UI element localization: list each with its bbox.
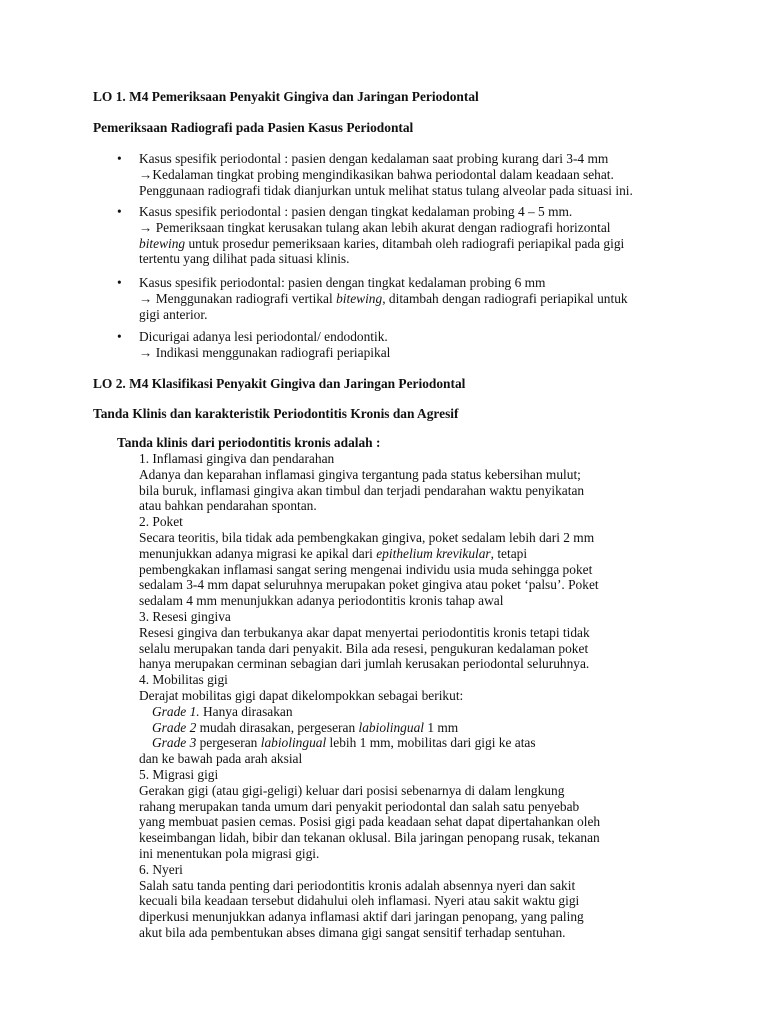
text-line: sedalam 4 mm menunjukkan adanya periodontitis kronis tahap awal bbox=[139, 593, 504, 609]
text-line: pembengkakan inflamasi sangat sering mengenai individu usia muda sehingga poket bbox=[139, 561, 593, 577]
section-title: 2. Poket bbox=[139, 514, 183, 530]
text-run: Hanya dirasakan bbox=[199, 703, 293, 719]
text-line: kecuali bila keadaan tersebut didahului oleh inflamasi. Nyeri atau sakit waktu gigi bbox=[139, 893, 580, 909]
lo2-sub-subheading: Tanda klinis dari periodontitis kronis adalah : bbox=[117, 435, 381, 450]
bullet-marker: • bbox=[117, 275, 122, 290]
text-run: lebih 1 mm, mobilitas dari gigi ke atas bbox=[326, 735, 536, 751]
text-run: 1 mm bbox=[424, 719, 459, 735]
grade-line bbox=[139, 735, 699, 751]
italic-term: Grade 3 bbox=[152, 735, 197, 751]
text-line: rahang merupakan tanda umum dari penyakit periodontal dan salah satu penyebab bbox=[139, 798, 580, 814]
text-run: pergeseran bbox=[196, 735, 261, 751]
text-line: bila buruk, inflamasi gingiva akan timbul dan terjadi pendarahan waktu penyikatan bbox=[139, 482, 585, 498]
section-title: 6. Nyeri bbox=[139, 861, 183, 877]
bullet-item bbox=[139, 329, 699, 361]
section-title: 3. Resesi gingiva bbox=[139, 608, 231, 624]
lo1-subheading: Pemeriksaan Radiografi pada Pasien Kasus Periodontal bbox=[93, 120, 414, 135]
text-line: yang membuat pasien cemas. Posisi gigi pada keadaan sehat dapat dipertahankan oleh bbox=[139, 814, 601, 830]
lo2-subheading: Tanda Klinis dan karakteristik Periodontitis Kronis dan Agresif bbox=[93, 406, 459, 421]
text-line: atau bahkan pendarahan spontan. bbox=[139, 498, 317, 514]
text-line: Secara teoritis, bila tidak ada pembengkakan gingiva, poket sedalam lebih dari 2 mm bbox=[139, 529, 595, 545]
text-line: ini menentukan pola migrasi gigi. bbox=[139, 845, 320, 861]
text-run: , ditambah dengan radiografi periapikal untuk bbox=[382, 290, 628, 306]
bullet-line bbox=[139, 236, 699, 252]
text-run: , tetapi bbox=[490, 545, 528, 561]
bullet-line: →Kedalaman tingkat probing mengindikasikan bahwa periodontal dalam keadaan sehat. bbox=[139, 166, 614, 182]
bullet-item bbox=[139, 151, 699, 198]
grade-line bbox=[139, 704, 699, 720]
bullet-marker: • bbox=[117, 329, 122, 344]
bullet-line: Kasus spesifik periodontal : pasien dengan kedalaman saat probing kurang dari 3-4 mm bbox=[139, 151, 609, 166]
grade-line bbox=[139, 720, 699, 736]
text-line: Derajat mobilitas gigi dapat dikelompokkan sebagai berikut: bbox=[139, 687, 464, 703]
text-run: mudah dirasakan, pergeseran bbox=[196, 719, 359, 735]
text-line: dan ke bawah pada arah aksial bbox=[139, 751, 303, 767]
section-title: 5. Migrasi gigi bbox=[139, 766, 219, 782]
text-line: keseimbangan lidah, bibir dan tekanan oklusal. Bila jaringan penopang rusak, tekanan bbox=[139, 830, 600, 846]
text-line: sedalam 3-4 mm dapat seluruhnya merupakan poket gingiva atau poket ‘palsu’. Poket bbox=[139, 577, 599, 593]
text-line: akut bila ada pembentukan abses dimana gigi sangat sensitif terhadap sentuhan. bbox=[139, 924, 566, 940]
bullet-marker: • bbox=[117, 204, 122, 219]
bullet-line bbox=[139, 291, 699, 307]
bullet-item bbox=[139, 275, 699, 322]
bullet-line: Dicurigai adanya lesi periodontal/ endodontik. bbox=[139, 329, 388, 344]
text-line: diperkusi menunjukkan adanya inflamasi aktif dari jaringan penopang, yang paling bbox=[139, 909, 584, 925]
italic-term: bitewing bbox=[139, 235, 186, 251]
italic-term: Grade 2 bbox=[152, 719, 197, 735]
italic-term: labiolingual bbox=[260, 735, 327, 751]
clinical-signs-list bbox=[139, 451, 699, 941]
text-line: Salah satu tanda penting dari periodontitis kronis adalah absennya nyeri dan sakit bbox=[139, 877, 576, 893]
text-run: menunjukkan adanya migrasi ke apikal dari bbox=[139, 545, 377, 561]
text-line: hanya merupakan cerminan sebagian dari jumlah kerusakan periodontal seluruhnya. bbox=[139, 656, 590, 672]
bullet-line: → Pemeriksaan tingkat kerusakan tulang akan lebih akurat dengan radiografi horizontal bbox=[139, 219, 611, 235]
italic-term: labiolingual bbox=[358, 719, 424, 735]
italic-term: bitewing bbox=[336, 290, 383, 306]
text-line: Gerakan gigi (atau gigi-geligi) keluar dari posisi sebenarnya di dalam lengkung bbox=[139, 782, 565, 798]
bullet-line: → Indikasi menggunakan radiografi periapikal bbox=[139, 344, 391, 360]
bullet-marker: • bbox=[117, 151, 122, 166]
italic-term: epithelium krevikular bbox=[376, 545, 491, 561]
text-run: → Menggunakan radiografi vertikal bbox=[139, 290, 337, 306]
section-title: 4. Mobilitas gigi bbox=[139, 672, 228, 688]
italic-term: Grade 1. bbox=[152, 703, 200, 719]
section-title: 1. Inflamasi gingiva dan pendarahan bbox=[139, 451, 335, 466]
text-line: Adanya dan keparahan inflamasi gingiva tergantung pada status kebersihan mulut; bbox=[139, 466, 581, 482]
text-line bbox=[139, 546, 699, 562]
text-line: selalu merupakan tanda dari penyakit. Bila ada resesi, pengukuran kedalaman poket bbox=[139, 640, 589, 656]
text-run: untuk prosedur pemeriksaan karies, ditambah oleh radiografi periapikal pada gigi bbox=[185, 235, 625, 251]
bullet-line: gigi anterior. bbox=[139, 306, 208, 322]
bullet-line: tertentu yang dilihat pada situasi klinis. bbox=[139, 251, 350, 267]
lo1-heading: LO 1. M4 Pemeriksaan Penyakit Gingiva dan Jaringan Periodontal bbox=[93, 89, 479, 104]
bullet-line: Kasus spesifik periodontal : pasien dengan tingkat kedalaman probing 4 – 5 mm. bbox=[139, 204, 573, 219]
bullet-line: Penggunaan radiografi tidak dianjurkan untuk melihat status tulang alveolar pada situasi ini. bbox=[139, 182, 633, 198]
bullet-item bbox=[139, 204, 699, 267]
text-line: Resesi gingiva dan terbukanya akar dapat menyertai periodontitis kronis tetapi tidak bbox=[139, 624, 590, 640]
bullet-line: Kasus spesifik periodontal: pasien dengan tingkat kedalaman probing 6 mm bbox=[139, 275, 546, 290]
lo2-heading: LO 2. M4 Klasifikasi Penyakit Gingiva dan Jaringan Periodontal bbox=[93, 376, 466, 391]
